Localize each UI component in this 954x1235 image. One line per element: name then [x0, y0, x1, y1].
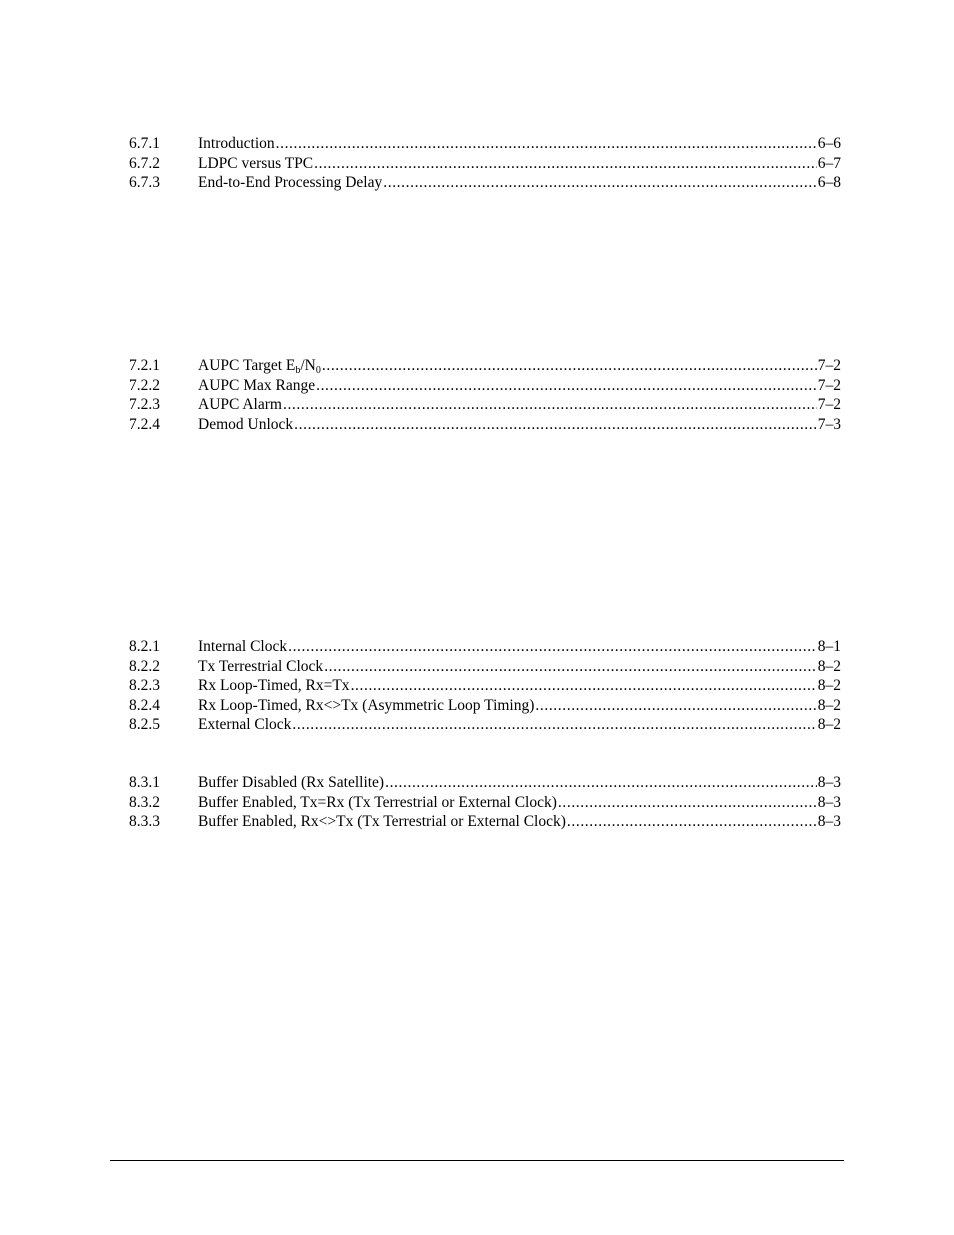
dot-leader [314, 154, 817, 174]
toc-group-8-2 [129, 637, 841, 735]
dot-leader [558, 793, 817, 813]
dot-leader [316, 376, 817, 396]
toc-entry-page: 8–2 [817, 677, 841, 695]
toc-entry-number: 7.2.1 [129, 357, 160, 374]
toc-entry-number: 8.2.5 [129, 716, 160, 734]
toc-entry[interactable] [129, 773, 841, 793]
toc-entry-title: AUPC Alarm [198, 396, 282, 414]
dot-leader [294, 415, 817, 435]
toc-entry-title: Internal Clock [198, 638, 288, 655]
toc-entry-title: Rx Loop-Timed, Rx<>Tx (Asymmetric Loop Timing) [198, 696, 535, 714]
toc-entry[interactable] [129, 696, 841, 716]
dot-leader [292, 715, 816, 735]
toc-entry-page: 8–2 [817, 657, 841, 675]
toc-entry-page: 7–2 [817, 357, 841, 374]
dot-leader [283, 395, 817, 415]
toc-entry[interactable] [129, 356, 841, 376]
toc-entry-number: 6.7.1 [129, 135, 160, 152]
toc-entry-number: 8.3.1 [129, 774, 160, 791]
toc-entry-page: 6–7 [817, 154, 841, 172]
toc-entry[interactable] [129, 134, 841, 154]
toc-entry[interactable] [129, 637, 841, 657]
toc-entry-title: End-to-End Processing Delay [198, 174, 383, 192]
toc-entry-number: 8.2.3 [129, 677, 160, 695]
toc-entry[interactable] [129, 395, 841, 415]
toc-entry-page: 8–3 [817, 813, 841, 831]
toc-entry-title: AUPC Max Range [198, 376, 316, 394]
toc-entry-title: Buffer Enabled, Tx=Rx (Tx Terrestrial or External Clock) [198, 793, 557, 811]
toc-entry-page: 7–2 [817, 396, 841, 414]
dot-leader [324, 657, 817, 677]
toc-entry-title [198, 356, 321, 376]
toc-entry-number: 7.2.2 [129, 376, 160, 394]
dot-leader [288, 637, 817, 657]
toc-entry[interactable] [129, 376, 841, 396]
footer-rule [110, 1160, 844, 1161]
toc-entry[interactable] [129, 676, 841, 696]
toc-entry[interactable] [129, 173, 841, 193]
toc-entry-title: Buffer Enabled, Rx<>Tx (Tx Terrestrial or External Clock) [198, 813, 566, 831]
toc-entry-title: Rx Loop-Timed, Rx=Tx [198, 677, 350, 695]
toc-entry-number: 7.2.4 [129, 415, 160, 433]
toc-entry-number: 8.2.4 [129, 696, 160, 714]
toc-entry-page: 8–2 [817, 696, 841, 714]
subscript: 0 [315, 365, 321, 376]
toc-entry-page: 8–3 [817, 793, 841, 811]
dot-leader [351, 676, 817, 696]
toc-entry-title: Demod Unlock [198, 415, 294, 433]
toc-group-7-2 [129, 356, 841, 434]
toc-entry-title: External Clock [198, 716, 292, 734]
toc-group-6-7 [129, 134, 841, 193]
toc-entry-page: 6–6 [817, 135, 841, 152]
toc-entry-title: Tx Terrestrial Clock [198, 657, 324, 675]
dot-leader [385, 773, 817, 793]
toc-entry-page: 8–1 [817, 638, 841, 655]
dot-leader [567, 812, 817, 832]
toc-entry-page: 7–3 [817, 415, 841, 433]
toc-entry[interactable] [129, 793, 841, 813]
toc-entry[interactable] [129, 715, 841, 735]
toc-entry-title: Buffer Disabled (Rx Satellite) [198, 774, 385, 791]
subscript: b [295, 365, 301, 376]
toc-entry-page: 6–8 [817, 174, 841, 192]
toc-entry-number: 6.7.3 [129, 174, 160, 192]
dot-leader [535, 696, 816, 716]
title-text: AUPC Target E [198, 357, 296, 374]
toc-entry[interactable] [129, 415, 841, 435]
toc-entry-number: 8.2.1 [129, 638, 160, 655]
toc-entry-title: LDPC versus TPC [198, 154, 314, 172]
toc-entry-number: 8.3.2 [129, 793, 160, 811]
toc-entry-title: Introduction [198, 135, 275, 152]
toc-group-8-3 [129, 773, 841, 832]
toc-entry-page: 8–3 [817, 774, 841, 791]
title-text: /N [300, 357, 316, 374]
toc-entry[interactable] [129, 657, 841, 677]
toc-entry[interactable] [129, 154, 841, 174]
toc-entry[interactable] [129, 812, 841, 832]
toc-entry-page: 8–2 [817, 716, 841, 734]
dot-leader [322, 356, 817, 376]
toc-entry-page: 7–2 [817, 376, 841, 394]
dot-leader [383, 173, 817, 193]
toc-entry-number: 6.7.2 [129, 154, 160, 172]
dot-leader [276, 134, 817, 154]
toc-entry-number: 8.2.2 [129, 657, 160, 675]
toc-entry-number: 8.3.3 [129, 813, 160, 831]
toc-entry-number: 7.2.3 [129, 396, 160, 414]
